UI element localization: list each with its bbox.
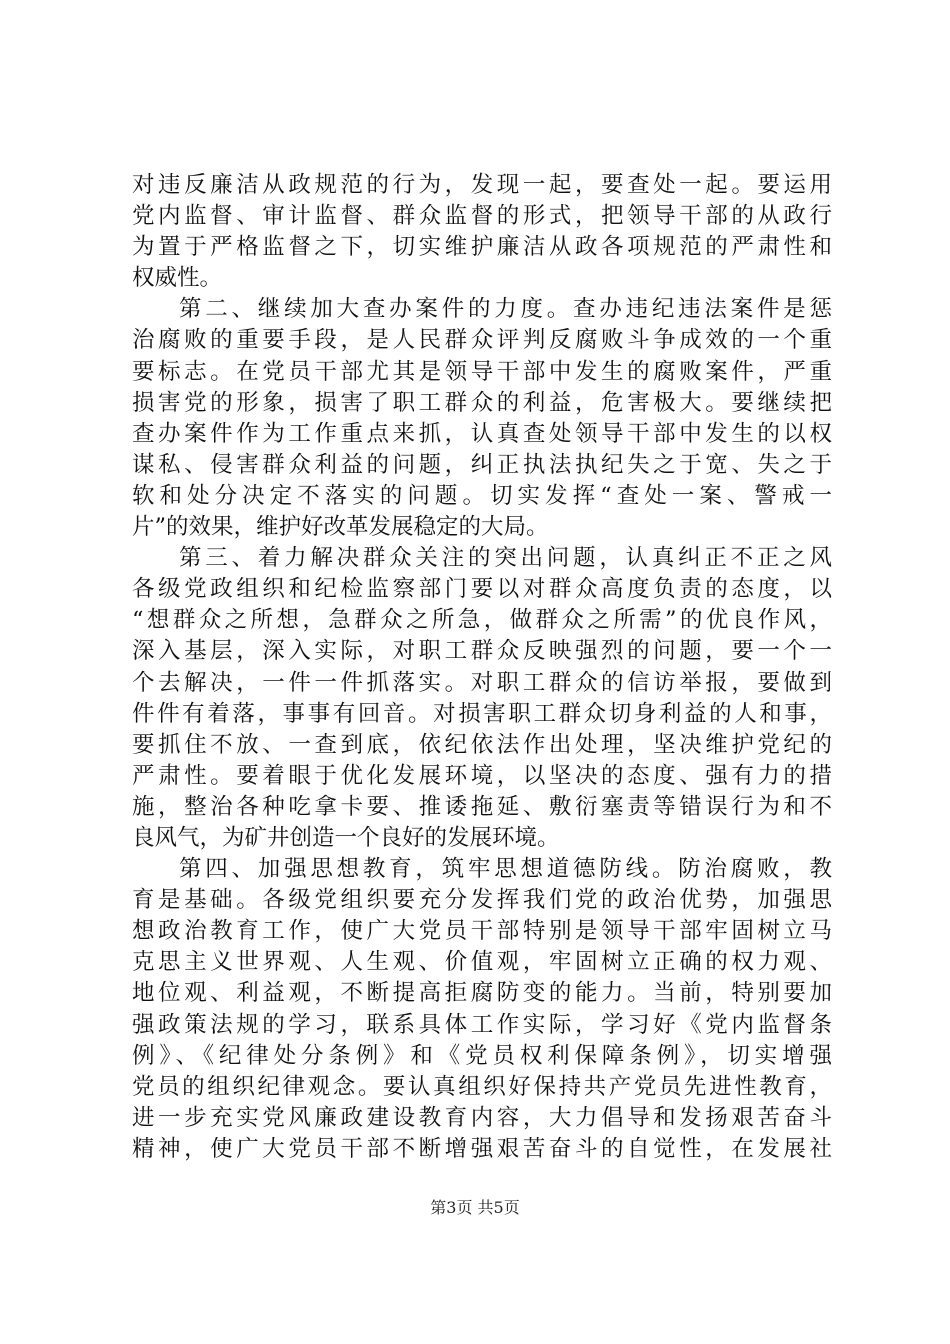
text-line: 损害党的形象，损害了职工群众的利益，危害极大。要继续把 <box>132 389 832 416</box>
text-line: 谋私、侵害群众利益的问题，纠正执法执纪失之于宽、失之于 <box>132 451 832 478</box>
text-line: 例》、《纪律处分条例》和《党员权利保障条例》，切实增强 <box>132 1042 832 1069</box>
text-line: 进一步充实党风廉政建设教育内容，大力倡导和发扬艰苦奋斗 <box>132 1104 832 1131</box>
text-line: 良风气，为矿井创造一个良好的发展环境。 <box>132 824 560 851</box>
text-line: 治腐败的重要手段，是人民群众评判反腐败斗争成效的一个重 <box>132 327 832 354</box>
text-line: 严肃性。要着眼于优化发展环境，以坚决的态度、强有力的措 <box>132 762 832 789</box>
text-line: 克思主义世界观、人生观、价值观，牢固树立正确的权力观、 <box>132 949 832 976</box>
text-line: 精神，使广大党员干部不断增强艰苦奋斗的自觉性，在发展社 <box>132 1135 832 1162</box>
text-line: 党员的组织纪律观念。要认真组织好保持共产党员先进性教育， <box>132 1073 832 1100</box>
page-number-label: 第3页 共5页 <box>430 1198 520 1217</box>
text-line: 个去解决，一件一件抓落实。对职工群众的信访举报，要做到 <box>132 669 832 696</box>
document-body <box>132 170 832 1165</box>
text-line: 想政治教育工作，使广大党员干部特别是领导干部牢固树立马 <box>132 918 832 945</box>
text-line: 强政策法规的学习，联系具体工作实际，学习好《党内监督条 <box>132 1011 832 1038</box>
paragraph-first-line: 第二、继续加大查办案件的力度。查办违纪违法案件是惩 <box>179 296 832 323</box>
text-line: 党内监督、审计监督、群众监督的形式，把领导干部的从政行 <box>132 203 832 230</box>
text-line: 片”的效果，维护好改革发展稳定的大局。 <box>132 514 549 541</box>
text-line: 件件有着落，事事有回音。对损害职工群众切身利益的人和事， <box>132 700 832 727</box>
page-footer <box>0 1196 950 1220</box>
text-line: 权威性。 <box>132 265 223 292</box>
text-line: 深入基层，深入实际，对职工群众反映强烈的问题，要一个一 <box>132 638 832 665</box>
text-line: 育是基础。各级党组织要充分发挥我们党的政治优势，加强思 <box>132 887 832 914</box>
text-line: 施，整治各种吃拿卡要、推诿拖延、敷衍塞责等错误行为和不 <box>132 793 832 820</box>
text-line: 要抓住不放、一查到底，依纪依法作出处理，坚决维护党纪的 <box>132 731 832 758</box>
text-line: 为置于严格监督之下，切实维护廉洁从政各项规范的严肃性和 <box>132 234 832 261</box>
paragraph-first-line: 第四、加强思想教育，筑牢思想道德防线。防治腐败，教 <box>179 856 832 883</box>
text-line: 要标志。在党员干部尤其是领导干部中发生的腐败案件，严重 <box>132 358 832 385</box>
text-line: 地位观、利益观，不断提高拒腐防变的能力。当前，特别要加 <box>132 980 832 1007</box>
text-line: 软和处分决定不落实的问题。切实发挥“查处一案、警戒一 <box>132 482 832 509</box>
text-line: 对违反廉洁从政规范的行为，发现一起，要查处一起。要运用 <box>132 172 832 198</box>
paragraph-first-line: 第三、着力解决群众关注的突出问题，认真纠正不正之风 <box>179 545 832 572</box>
text-line: 各级党政组织和纪检监察部门要以对群众高度负责的态度，以 <box>132 576 832 603</box>
text-line: 查办案件作为工作重点来抓，认真查处领导干部中发生的以权 <box>132 420 832 447</box>
text-line: “想群众之所想，急群众之所急，做群众之所需”的优良作风， <box>132 607 832 634</box>
